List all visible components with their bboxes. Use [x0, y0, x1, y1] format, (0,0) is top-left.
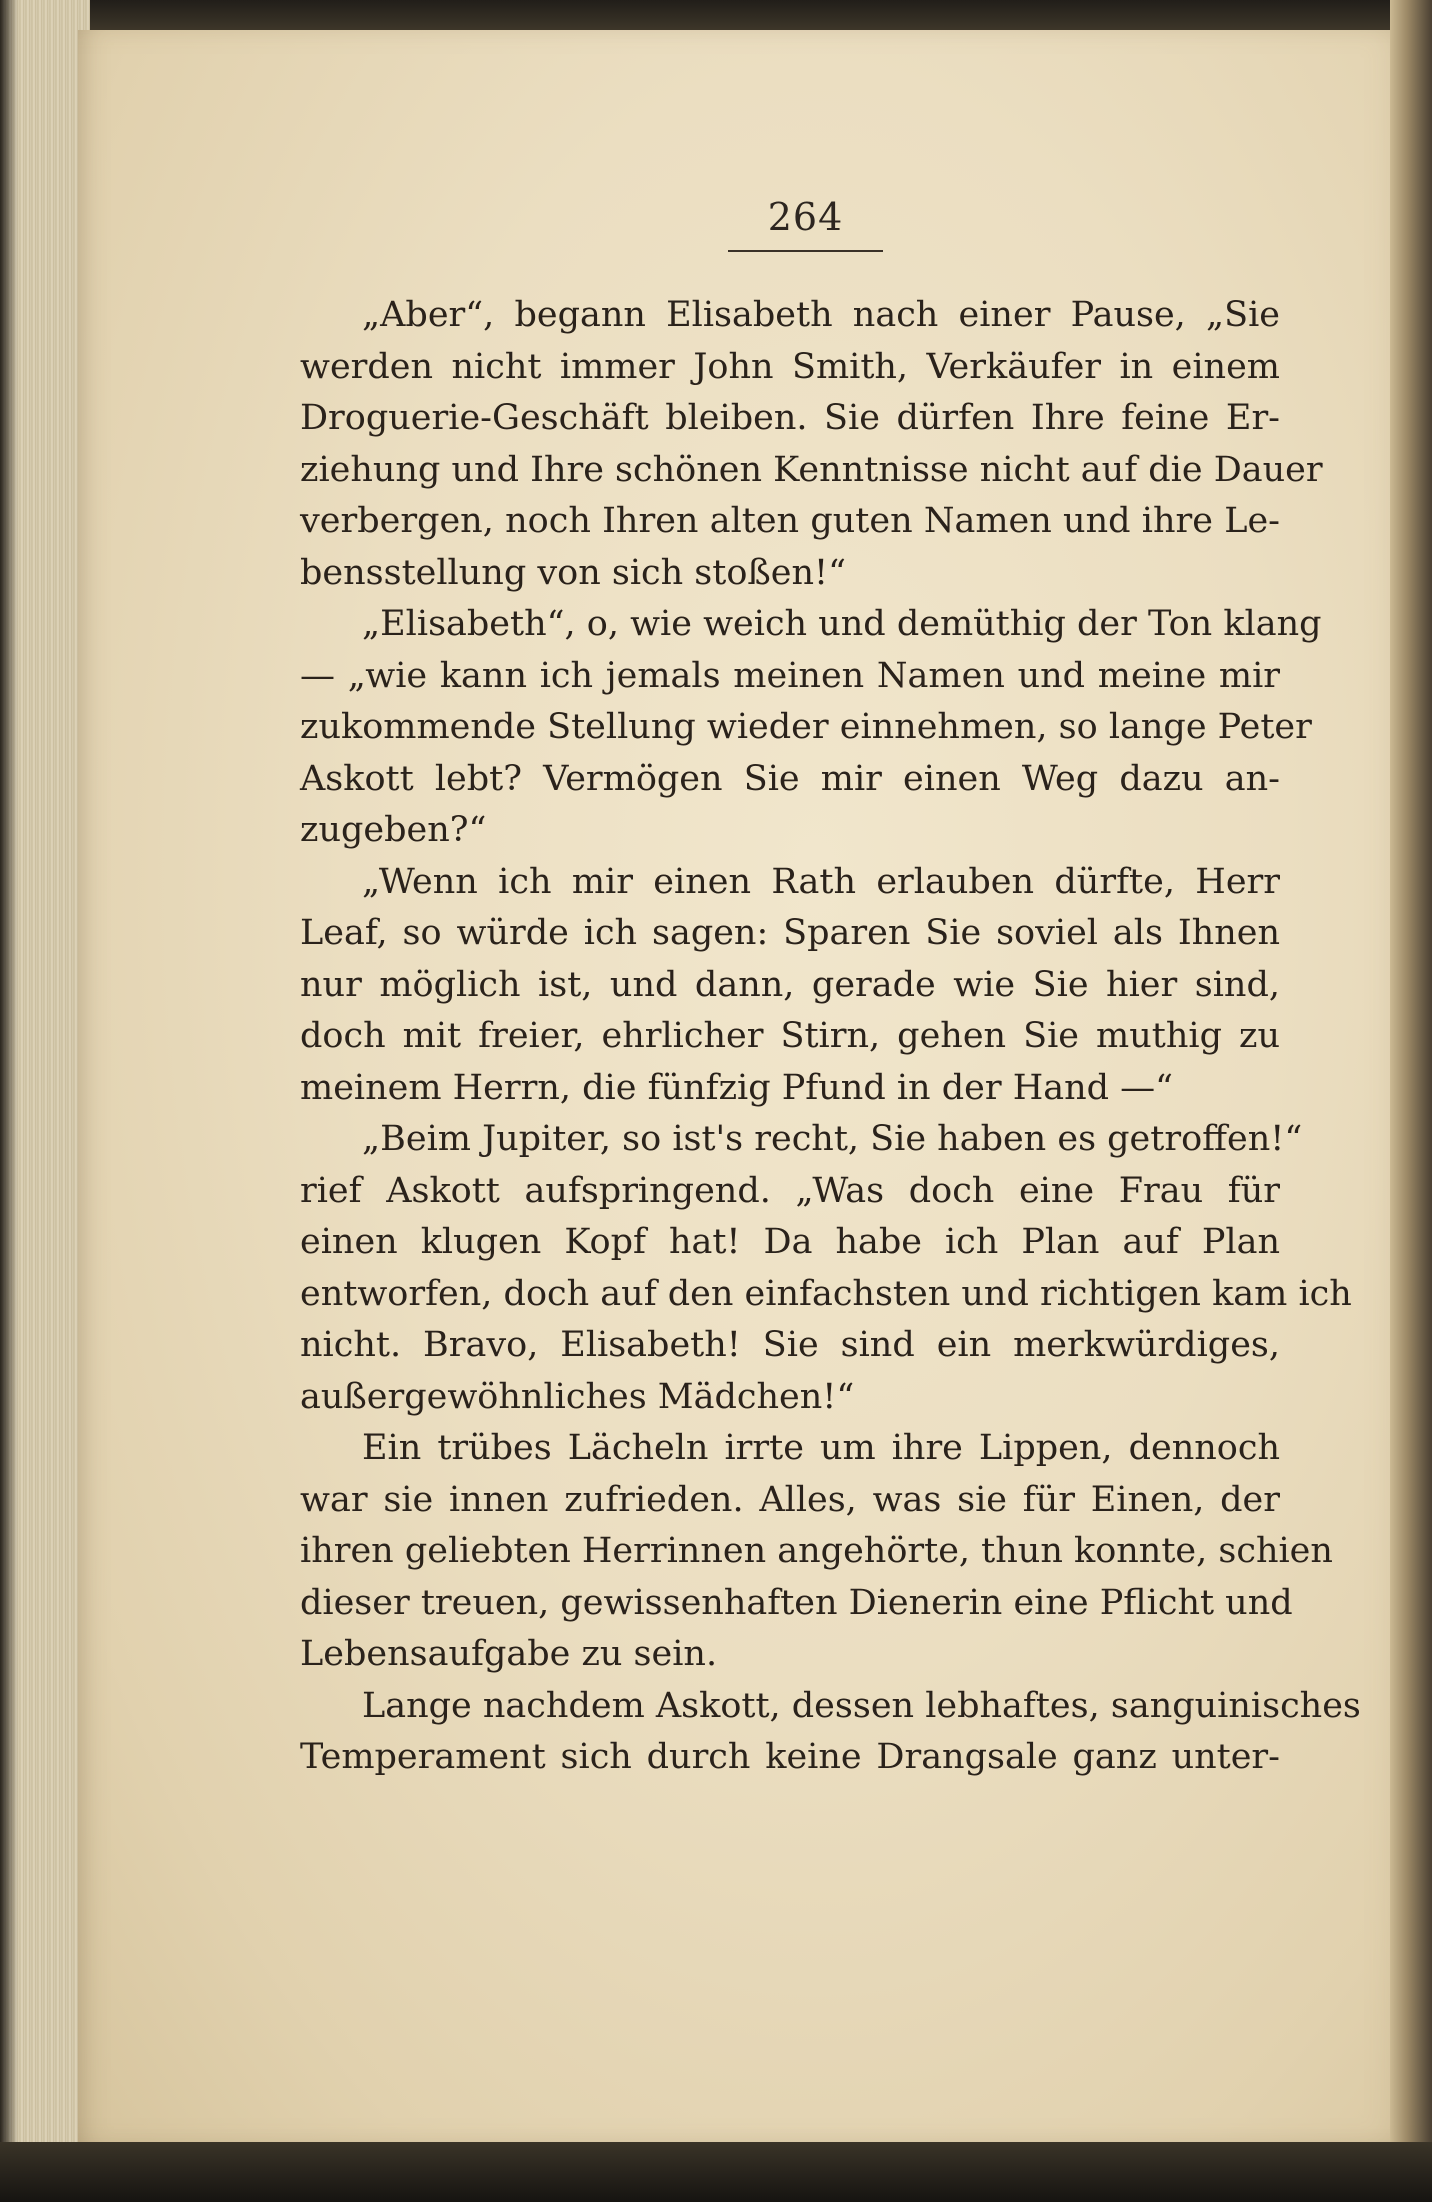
- text-line: Ein trübes Lächeln irrte um ihre Lippen, dennoch: [362, 1428, 1280, 1468]
- paragraph-4: [300, 1114, 1352, 1423]
- page-stack-shadow: [0, 0, 18, 2202]
- paragraph-3: [300, 857, 1280, 1115]
- paragraph-5: [300, 1423, 1333, 1681]
- text-line: zukommende Stellung wieder einnehmen, so lange Peter: [300, 707, 1312, 747]
- bottom-shadow: [0, 2142, 1432, 2202]
- text-line: nur möglich ist, und dann, gerade wie Sie hier sind,: [300, 964, 1280, 1005]
- text-line: Leaf, so würde ich sagen: Sparen Sie soviel als Ihnen: [300, 913, 1280, 953]
- text-line: doch mit freier, ehrlicher Stirn, gehen Sie muthig zu: [300, 1016, 1280, 1056]
- text-line: Askott lebt? Vermögen Sie mir einen Weg dazu an-: [300, 758, 1280, 799]
- text-line: — „wie kann ich jemals meinen Namen und meine mir: [300, 655, 1280, 696]
- text-line: Droguerie-Geschäft bleiben. Sie dürfen Ihre feine Er-: [300, 398, 1280, 438]
- text-line: „Aber“, begann Elisabeth nach einer Pause, „Sie: [362, 295, 1280, 335]
- page-number: 264: [767, 195, 844, 239]
- text-line: „Wenn ich mir einen Rath erlauben dürfte, Herr: [362, 861, 1280, 902]
- top-shadow: [0, 0, 1432, 30]
- binding-gutter: [1390, 0, 1432, 2202]
- text-line: meinem Herrn, die fünfzig Pfund in der Hand —“: [300, 1067, 1174, 1108]
- page-number-rule: [728, 250, 883, 252]
- paragraph-6: [300, 1681, 1361, 1784]
- text-line: werden nicht immer John Smith, Verkäufer in einem: [300, 346, 1280, 387]
- text-line: nicht. Bravo, Elisabeth! Sie sind ein merkwürdiges,: [300, 1325, 1280, 1365]
- text-line: bensstellung von sich stoßen!“: [300, 552, 846, 593]
- paragraph-2: [300, 599, 1322, 857]
- text-line: ziehung und Ihre schönen Kenntnisse nicht auf die Dauer: [300, 449, 1323, 490]
- text-line: außergewöhnliches Mädchen!“: [300, 1376, 855, 1417]
- text-line: einen klugen Kopf hat! Da habe ich Plan auf Plan: [300, 1222, 1280, 1262]
- text-line: rief Askott aufspringend. „Was doch eine Frau für: [300, 1170, 1280, 1211]
- text-line: ihren geliebten Herrinnen angehörte, thun konnte, schien: [300, 1531, 1333, 1571]
- text-line: Lange nachdem Askott, dessen lebhaftes, sanguinisches: [362, 1685, 1361, 1726]
- paragraph-1: [300, 290, 1323, 599]
- text-line: entworfen, doch auf den einfachsten und richtigen kam ich: [300, 1273, 1352, 1314]
- text-line: dieser treuen, gewissenhaften Dienerin eine Pflicht und: [300, 1582, 1293, 1623]
- body-text: [300, 290, 1361, 1784]
- text-line: „Beim Jupiter, so ist's recht, Sie haben es getroffen!“: [362, 1119, 1303, 1159]
- text-line: verbergen, noch Ihren alten guten Namen und ihre Le-: [300, 501, 1280, 541]
- text-line: zugeben?“: [300, 810, 487, 850]
- text-line: war sie innen zufrieden. Alles, was sie für Einen, der: [300, 1479, 1280, 1520]
- text-line: „Elisabeth“, o, wie weich und demüthig der Ton klang: [362, 604, 1322, 644]
- text-line: Temperament sich durch keine Drangsale ganz unter-: [300, 1737, 1280, 1777]
- text-line: Lebensaufgabe zu sein.: [300, 1634, 718, 1674]
